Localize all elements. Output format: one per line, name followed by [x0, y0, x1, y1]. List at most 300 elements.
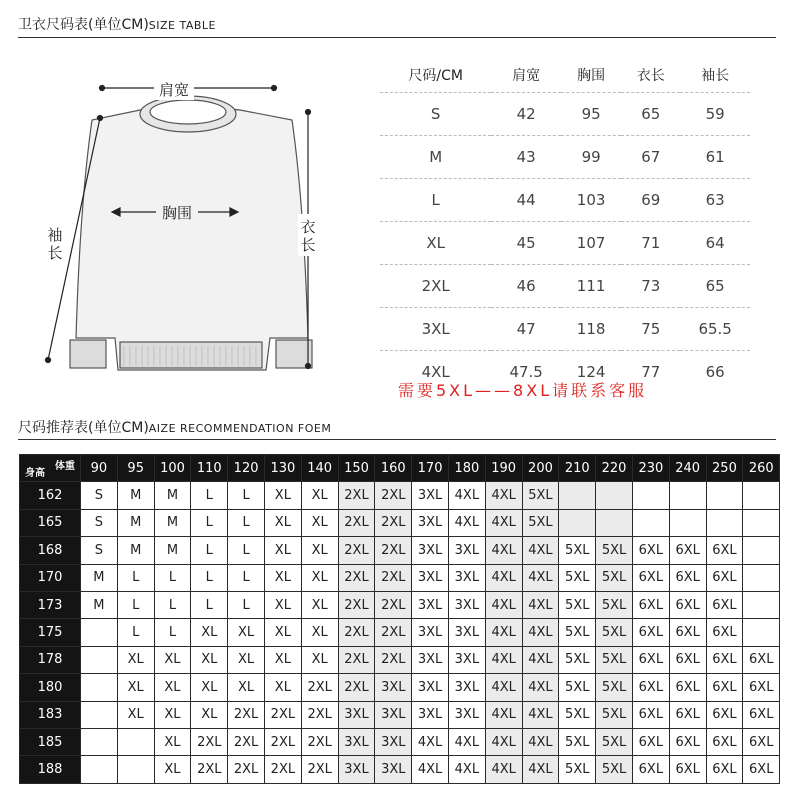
recommend-cell: 2XL — [338, 564, 375, 591]
size-cell: 61 — [680, 136, 750, 179]
table-row — [20, 482, 780, 509]
recommend-cell: 2XL — [338, 482, 375, 509]
recommend-cell: XL — [191, 646, 228, 673]
recommend-cell: M — [81, 591, 118, 618]
size-row — [380, 93, 750, 136]
recommend-cell: 6XL — [632, 728, 669, 755]
recommend-cell: 6XL — [706, 756, 743, 783]
recommend-cell: 2XL — [375, 482, 412, 509]
recommend-cell: 5XL — [522, 482, 559, 509]
title-rule-top — [18, 37, 776, 38]
recommend-cell: M — [154, 509, 191, 536]
recommend-cell: XL — [117, 674, 154, 701]
size-cell: XL — [380, 222, 491, 265]
recommend-cell: 4XL — [485, 646, 522, 673]
recommend-cell: 6XL — [743, 701, 780, 728]
size-cell: M — [380, 136, 491, 179]
recommend-cell: 2XL — [301, 674, 338, 701]
recommend-cell: 5XL — [559, 564, 596, 591]
recommend-cell: 6XL — [632, 537, 669, 564]
recommend-cell: 3XL — [448, 564, 485, 591]
recommend-cell: 2XL — [228, 701, 265, 728]
recommend-cell: M — [154, 482, 191, 509]
recommend-cell: XL — [154, 646, 191, 673]
recommend-cell: 5XL — [559, 756, 596, 783]
recommend-cell: 3XL — [375, 674, 412, 701]
size-cell: 124 — [561, 351, 621, 394]
recommend-cell: L — [154, 619, 191, 646]
recommend-cell — [81, 646, 118, 673]
recommend-cell: L — [154, 591, 191, 618]
recommend-cell: 6XL — [632, 591, 669, 618]
recommend-cell: 3XL — [448, 591, 485, 618]
recommend-cell: XL — [117, 646, 154, 673]
recommend-cell — [743, 537, 780, 564]
recommend-cell: 2XL — [191, 728, 228, 755]
recommend-cell: 5XL — [596, 564, 633, 591]
table-row — [20, 646, 780, 673]
recommend-cell: XL — [154, 701, 191, 728]
recommend-cell: XL — [301, 509, 338, 536]
recommend-cell — [81, 619, 118, 646]
recommend-cell: 2XL — [375, 537, 412, 564]
recommend-cell: 3XL — [375, 728, 412, 755]
recommend-cell: S — [81, 509, 118, 536]
recommend-cell: 6XL — [632, 619, 669, 646]
recommend-cell: 2XL — [375, 646, 412, 673]
recommend-cell: 4XL — [485, 756, 522, 783]
recommend-cell: 6XL — [669, 674, 706, 701]
recommend-cell: XL — [228, 619, 265, 646]
recommend-cell: 3XL — [375, 701, 412, 728]
size-row — [380, 179, 750, 222]
recommend-cell: 4XL — [485, 537, 522, 564]
weight-header: 90 — [81, 455, 118, 482]
recommend-cell: XL — [264, 674, 301, 701]
weight-header: 150 — [338, 455, 375, 482]
size-row — [380, 136, 750, 179]
table-row — [20, 674, 780, 701]
table-row — [20, 591, 780, 618]
height-label: 168 — [20, 537, 81, 564]
recommend-cell: 6XL — [632, 701, 669, 728]
recommend-cell: 6XL — [632, 674, 669, 701]
weight-header: 260 — [743, 455, 780, 482]
sweater-diagram — [30, 70, 350, 390]
recommend-cell — [596, 509, 633, 536]
recommend-cell: 4XL — [485, 619, 522, 646]
recommend-cell: 4XL — [448, 509, 485, 536]
table-row — [20, 564, 780, 591]
recommend-cell: 3XL — [412, 646, 449, 673]
recommend-cell: 6XL — [706, 674, 743, 701]
recommend-cell: 6XL — [743, 674, 780, 701]
weight-header-row — [20, 455, 780, 482]
recommend-cell: 3XL — [412, 674, 449, 701]
size-cell: 65 — [680, 265, 750, 308]
recommend-cell: 5XL — [559, 728, 596, 755]
recommend-cell: 3XL — [412, 482, 449, 509]
recommend-cell: 5XL — [596, 728, 633, 755]
recommend-cell: 6XL — [632, 756, 669, 783]
recommend-cell: 5XL — [596, 701, 633, 728]
size-col-header: 衣长 — [621, 58, 680, 93]
recommend-cell: 6XL — [706, 537, 743, 564]
recommend-cell: 3XL — [412, 591, 449, 618]
size-table-title-en: SIZE TABLE — [148, 19, 217, 32]
recommend-cell: 3XL — [338, 728, 375, 755]
recommend-cell: 6XL — [669, 756, 706, 783]
recommend-cell: 5XL — [559, 674, 596, 701]
recommend-cell: S — [81, 537, 118, 564]
recommend-cell: 3XL — [448, 674, 485, 701]
recommend-cell — [743, 482, 780, 509]
recommend-cell: 5XL — [559, 619, 596, 646]
size-cell: 69 — [621, 179, 680, 222]
recommend-cell: 5XL — [522, 509, 559, 536]
recommend-cell: 4XL — [522, 537, 559, 564]
recommend-cell: 2XL — [375, 619, 412, 646]
recommend-cell: 3XL — [338, 756, 375, 783]
recommend-cell: 4XL — [485, 591, 522, 618]
recommend-cell: XL — [154, 728, 191, 755]
recommend-cell: XL — [301, 591, 338, 618]
recommend-cell: L — [191, 564, 228, 591]
title-rule-bottom — [18, 439, 776, 440]
size-cell: L — [380, 179, 491, 222]
size-table — [380, 58, 750, 393]
recommend-cell: XL — [301, 537, 338, 564]
table-row — [20, 537, 780, 564]
size-cell: 47.5 — [491, 351, 561, 394]
weight-header: 140 — [301, 455, 338, 482]
recommend-cell: 4XL — [412, 728, 449, 755]
recommend-cell: 2XL — [375, 509, 412, 536]
weight-header: 220 — [596, 455, 633, 482]
recommend-cell: 2XL — [338, 619, 375, 646]
recommend-cell: L — [191, 591, 228, 618]
size-cell: 77 — [621, 351, 680, 394]
height-label: 183 — [20, 701, 81, 728]
weight-header: 170 — [412, 455, 449, 482]
weight-header: 240 — [669, 455, 706, 482]
recommend-cell: L — [154, 564, 191, 591]
recommend-cell: L — [228, 509, 265, 536]
recommend-cell: L — [228, 537, 265, 564]
recommend-cell: XL — [301, 482, 338, 509]
recommend-cell: 4XL — [522, 701, 559, 728]
size-cell: 4XL — [380, 351, 491, 394]
size-cell: 99 — [561, 136, 621, 179]
sweater-hem — [120, 342, 262, 368]
recommend-cell: 4XL — [485, 674, 522, 701]
recommend-cell: L — [191, 482, 228, 509]
recommend-cell: XL — [301, 646, 338, 673]
size-table-header-row — [380, 58, 750, 93]
height-label: 173 — [20, 591, 81, 618]
recommend-cell: 6XL — [706, 564, 743, 591]
height-label: 162 — [20, 482, 81, 509]
recommend-cell: 2XL — [264, 701, 301, 728]
recommend-cell: XL — [191, 619, 228, 646]
recommend-title-cn: 尺码推荐表(单位CM) — [18, 420, 149, 436]
weight-header: 210 — [559, 455, 596, 482]
table-row — [20, 701, 780, 728]
recommend-cell: L — [117, 564, 154, 591]
recommend-cell: 6XL — [743, 646, 780, 673]
recommend-cell: XL — [228, 646, 265, 673]
height-label: 180 — [20, 674, 81, 701]
recommend-cell: S — [81, 482, 118, 509]
recommend-cell: 6XL — [669, 619, 706, 646]
recommend-cell — [559, 509, 596, 536]
recommend-cell: 2XL — [338, 674, 375, 701]
recommend-cell: 3XL — [375, 756, 412, 783]
size-row — [380, 265, 750, 308]
size-row — [380, 308, 750, 351]
recommend-cell: M — [154, 537, 191, 564]
size-cell: 47 — [491, 308, 561, 351]
size-cell: 71 — [621, 222, 680, 265]
weight-header: 120 — [228, 455, 265, 482]
size-cell: 73 — [621, 265, 680, 308]
recommend-cell: 3XL — [412, 619, 449, 646]
recommend-cell: 4XL — [522, 728, 559, 755]
size-row — [380, 222, 750, 265]
sweater-cuff-left — [70, 340, 106, 368]
size-table-title-cn: 卫衣尺码表(单位CM) — [18, 17, 149, 33]
recommend-cell — [559, 482, 596, 509]
size-cell: 107 — [561, 222, 621, 265]
recommend-cell: 6XL — [669, 591, 706, 618]
weight-header: 130 — [264, 455, 301, 482]
corner-height-label: 身高 — [25, 468, 45, 480]
recommend-cell: 5XL — [596, 591, 633, 618]
size-col-header: 尺码/CM — [380, 58, 491, 93]
weight-header: 180 — [448, 455, 485, 482]
recommend-cell: XL — [264, 482, 301, 509]
length-label: 衣长 — [300, 218, 316, 254]
recommend-cell: 4XL — [522, 619, 559, 646]
recommend-cell: 4XL — [448, 728, 485, 755]
recommend-cell: 6XL — [669, 646, 706, 673]
recommend-cell: XL — [264, 537, 301, 564]
size-cell: 43 — [491, 136, 561, 179]
size-cell: 3XL — [380, 308, 491, 351]
recommend-cell: 6XL — [743, 728, 780, 755]
recommend-cell: 6XL — [669, 537, 706, 564]
recommend-cell: 6XL — [669, 728, 706, 755]
recommend-cell: 6XL — [632, 564, 669, 591]
size-table-title — [18, 14, 216, 34]
recommend-cell: 6XL — [669, 564, 706, 591]
recommend-cell: 5XL — [559, 646, 596, 673]
size-cell: 2XL — [380, 265, 491, 308]
weight-header: 100 — [154, 455, 191, 482]
recommend-cell: L — [191, 509, 228, 536]
recommend-cell: 4XL — [522, 591, 559, 618]
height-label: 170 — [20, 564, 81, 591]
recommend-cell: 6XL — [706, 619, 743, 646]
recommend-cell: 6XL — [706, 701, 743, 728]
weight-header: 250 — [706, 455, 743, 482]
recommend-cell: 2XL — [301, 728, 338, 755]
recommend-cell: L — [117, 619, 154, 646]
recommend-cell: 4XL — [522, 564, 559, 591]
recommend-cell — [743, 591, 780, 618]
recommend-cell: L — [228, 564, 265, 591]
recommend-cell: 2XL — [375, 591, 412, 618]
recommend-title-en: AIZE RECOMMENDATION FOEM — [148, 422, 332, 435]
recommend-cell: 2XL — [228, 756, 265, 783]
recommend-cell: 5XL — [596, 619, 633, 646]
recommend-cell: L — [117, 591, 154, 618]
recommend-cell: XL — [264, 564, 301, 591]
recommend-cell: 4XL — [485, 701, 522, 728]
recommend-cell: M — [117, 482, 154, 509]
recommend-cell: 5XL — [596, 674, 633, 701]
recommend-cell — [743, 509, 780, 536]
recommend-cell: 4XL — [485, 509, 522, 536]
weight-header: 230 — [632, 455, 669, 482]
recommend-cell: 5XL — [596, 756, 633, 783]
weight-header: 95 — [117, 455, 154, 482]
recommend-cell: 4XL — [522, 674, 559, 701]
recommend-cell: 3XL — [412, 701, 449, 728]
recommend-cell — [81, 728, 118, 755]
recommend-cell: 2XL — [264, 756, 301, 783]
recommend-cell — [632, 509, 669, 536]
size-cell: 66 — [680, 351, 750, 394]
recommend-cell: 3XL — [412, 564, 449, 591]
table-row — [20, 509, 780, 536]
recommend-cell — [632, 482, 669, 509]
recommend-cell: 2XL — [228, 728, 265, 755]
recommend-cell — [81, 701, 118, 728]
recommend-cell: 6XL — [706, 591, 743, 618]
weight-header: 160 — [375, 455, 412, 482]
table-row — [20, 728, 780, 755]
size-cell: 59 — [680, 93, 750, 136]
corner-weight-label: 体重 — [55, 461, 75, 472]
recommend-cell: XL — [154, 674, 191, 701]
recommend-cell: 4XL — [448, 756, 485, 783]
size-col-header: 袖长 — [680, 58, 750, 93]
table-row — [20, 756, 780, 783]
height-label: 178 — [20, 646, 81, 673]
size-cell: 95 — [561, 93, 621, 136]
recommend-cell: 2XL — [338, 537, 375, 564]
recommend-table-title — [18, 417, 331, 437]
height-label: 185 — [20, 728, 81, 755]
recommend-cell: 6XL — [632, 646, 669, 673]
recommend-cell: XL — [301, 619, 338, 646]
recommend-cell: 3XL — [338, 701, 375, 728]
recommend-cell — [81, 756, 118, 783]
recommend-cell: 4XL — [485, 728, 522, 755]
recommend-cell: 2XL — [191, 756, 228, 783]
size-cell: 42 — [491, 93, 561, 136]
shoulder-label: 肩宽 — [158, 81, 190, 99]
size-col-header: 肩宽 — [491, 58, 561, 93]
recommend-cell: 2XL — [264, 728, 301, 755]
recommend-cell — [596, 482, 633, 509]
size-cell: 67 — [621, 136, 680, 179]
recommend-cell: L — [228, 482, 265, 509]
recommend-cell: XL — [264, 591, 301, 618]
corner-cell — [20, 455, 81, 482]
sleeve-label: 袖长 — [47, 226, 63, 262]
recommend-cell: 4XL — [485, 482, 522, 509]
recommend-cell — [117, 756, 154, 783]
size-cell: 45 — [491, 222, 561, 265]
recommend-cell — [669, 482, 706, 509]
recommend-cell: 4XL — [522, 756, 559, 783]
recommend-cell — [706, 482, 743, 509]
recommend-cell — [81, 674, 118, 701]
size-cell: 118 — [561, 308, 621, 351]
recommend-cell: XL — [228, 674, 265, 701]
weight-header: 190 — [485, 455, 522, 482]
recommend-cell — [706, 509, 743, 536]
weight-header: 200 — [522, 455, 559, 482]
recommend-cell: 2XL — [338, 646, 375, 673]
contact-service-note: 需要5XL——8XL请联系客服 — [398, 381, 648, 400]
size-cell: 63 — [680, 179, 750, 222]
recommend-cell: XL — [191, 674, 228, 701]
recommend-cell: XL — [301, 564, 338, 591]
size-cell: S — [380, 93, 491, 136]
recommend-cell: 3XL — [412, 509, 449, 536]
sweater-body-outline — [76, 106, 308, 370]
recommend-cell: XL — [117, 701, 154, 728]
recommend-cell: 3XL — [448, 701, 485, 728]
recommend-cell: XL — [264, 619, 301, 646]
recommend-cell: 2XL — [338, 509, 375, 536]
height-label: 175 — [20, 619, 81, 646]
recommend-cell: 6XL — [743, 756, 780, 783]
recommend-cell: 6XL — [706, 728, 743, 755]
recommend-cell: 2XL — [301, 756, 338, 783]
recommend-cell: 5XL — [559, 537, 596, 564]
recommend-cell: 5XL — [596, 537, 633, 564]
weight-header: 110 — [191, 455, 228, 482]
recommend-cell: 5XL — [596, 646, 633, 673]
recommend-cell: 3XL — [448, 619, 485, 646]
recommend-cell: XL — [191, 701, 228, 728]
chest-label: 胸围 — [161, 204, 193, 222]
recommend-cell: 3XL — [412, 537, 449, 564]
size-cell: 111 — [561, 265, 621, 308]
size-cell: 65.5 — [680, 308, 750, 351]
recommend-cell: M — [81, 564, 118, 591]
recommend-cell: XL — [154, 756, 191, 783]
recommend-cell: 5XL — [559, 701, 596, 728]
recommend-cell: L — [191, 537, 228, 564]
size-cell: 103 — [561, 179, 621, 222]
size-cell: 46 — [491, 265, 561, 308]
height-label: 188 — [20, 756, 81, 783]
recommend-cell: 2XL — [338, 591, 375, 618]
recommend-cell: 2XL — [375, 564, 412, 591]
size-cell: 75 — [621, 308, 680, 351]
recommend-cell: M — [117, 509, 154, 536]
recommend-cell: L — [228, 591, 265, 618]
size-cell: 64 — [680, 222, 750, 265]
recommend-cell — [669, 509, 706, 536]
recommend-cell — [743, 619, 780, 646]
size-col-header: 胸围 — [561, 58, 621, 93]
